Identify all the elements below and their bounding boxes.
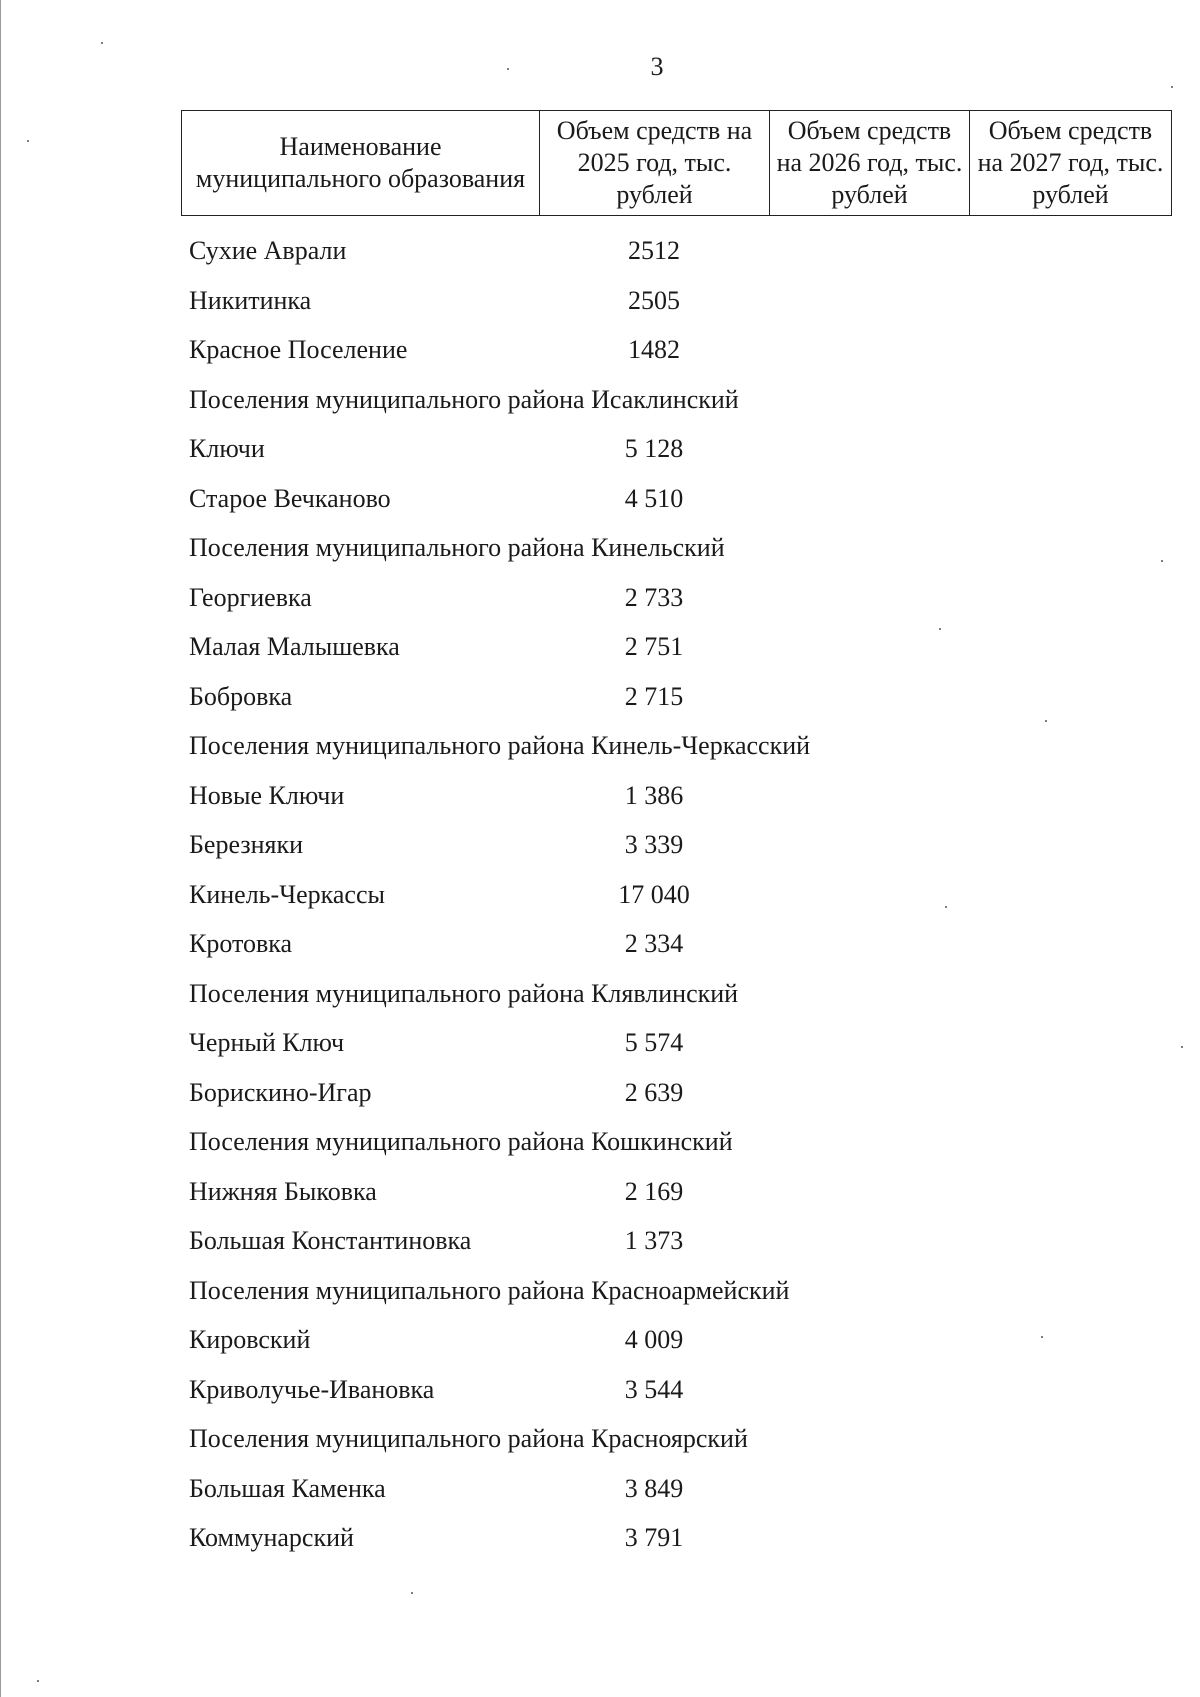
settlement-name: Ключи bbox=[189, 434, 265, 463]
district-group-name: Поселения муниципального района Кинельский bbox=[189, 533, 725, 562]
settlement-name: Красное Поселение bbox=[189, 335, 408, 364]
table-row bbox=[1, 1018, 1200, 1068]
settlement-name: Большая Константиновка bbox=[189, 1226, 472, 1255]
scan-speck bbox=[1171, 86, 1173, 88]
funds-2025-value: 4 510 bbox=[624, 483, 684, 513]
group-heading-row bbox=[1, 969, 1200, 1019]
scan-speck bbox=[101, 42, 103, 44]
district-group-name: Поселения муниципального района Клявлинский bbox=[189, 978, 739, 1008]
settlement-name: Криволучье-Ивановка bbox=[189, 1374, 435, 1404]
funds-2025-value: 3 544 bbox=[624, 1374, 684, 1404]
table-header bbox=[181, 110, 1172, 216]
settlement-name: Нижняя Быковка bbox=[189, 1176, 377, 1206]
table-row bbox=[1, 226, 1200, 276]
settlement-name: Кировский bbox=[189, 1325, 311, 1354]
funds-2025-value: 2 169 bbox=[624, 1176, 684, 1206]
table-row bbox=[1, 474, 1200, 524]
table-row bbox=[1, 672, 1200, 722]
scan-speck bbox=[1161, 560, 1163, 562]
funds-2025-value: 1482 bbox=[628, 335, 680, 364]
header-funds-2026: Объем средств на 2026 год, тыс. рублей bbox=[770, 111, 970, 216]
funds-2025-value: 1 386 bbox=[624, 780, 684, 810]
group-heading-row bbox=[1, 375, 1200, 425]
table-row bbox=[1, 771, 1200, 821]
settlement-name: Большая Каменка bbox=[189, 1473, 386, 1503]
settlement-name: Кротовка bbox=[189, 929, 293, 958]
district-group-name: Поселения муниципального района Красноармейский bbox=[189, 1275, 790, 1305]
settlement-name: Черный Ключ bbox=[189, 1028, 345, 1057]
settlement-name: Березняки bbox=[189, 830, 304, 859]
header-municipality-name: Наименование муниципального образования bbox=[182, 111, 540, 216]
table-row bbox=[1, 325, 1200, 375]
table-row bbox=[1, 1464, 1200, 1514]
table-row bbox=[1, 622, 1200, 672]
scan-speck bbox=[1181, 1046, 1183, 1048]
group-heading-row bbox=[1, 523, 1200, 573]
group-heading-row bbox=[1, 1266, 1200, 1316]
table-row bbox=[1, 820, 1200, 870]
settlement-name: Коммунарский bbox=[189, 1523, 354, 1552]
funds-2025-value: 2 639 bbox=[624, 1077, 684, 1107]
funds-2025-value: 2512 bbox=[628, 236, 680, 265]
funds-2025-value: 3 339 bbox=[624, 830, 684, 859]
district-group-name: Поселения муниципального района Кинель-Черкасский bbox=[189, 731, 811, 760]
table-row bbox=[1, 424, 1200, 474]
table-row bbox=[1, 1365, 1200, 1415]
settlement-name: Кинель-Черкассы bbox=[189, 879, 385, 909]
settlement-name: Новые Ключи bbox=[189, 780, 345, 810]
funds-2025-value: 3 791 bbox=[624, 1523, 684, 1552]
scan-speck bbox=[37, 1680, 39, 1682]
settlement-name: Никитинка bbox=[189, 285, 312, 315]
scan-speck bbox=[507, 68, 509, 70]
table-row bbox=[1, 1068, 1200, 1118]
scan-speck bbox=[939, 628, 941, 630]
scan-speck bbox=[27, 140, 29, 142]
header-funds-2025: Объем средств на 2025 год, тыс. рублей bbox=[540, 111, 770, 216]
table-row bbox=[1, 1315, 1200, 1365]
table-row bbox=[1, 1513, 1200, 1563]
funds-2025-value: 17 040 bbox=[618, 879, 690, 909]
table-row bbox=[1, 276, 1200, 326]
settlement-name: Сухие Аврали bbox=[189, 236, 347, 265]
settlement-name: Малая Малышевка bbox=[189, 632, 400, 661]
funds-2025-value: 2505 bbox=[628, 285, 680, 315]
scan-speck bbox=[1041, 1336, 1043, 1338]
district-group-name: Поселения муниципального района Исаклинский bbox=[189, 384, 739, 414]
funds-2025-value: 2 751 bbox=[624, 632, 684, 661]
group-heading-row bbox=[1, 1117, 1200, 1167]
settlement-name: Бобровка bbox=[189, 681, 293, 711]
funds-2025-value: 3 849 bbox=[624, 1473, 684, 1503]
funds-2025-value: 4 009 bbox=[624, 1325, 684, 1354]
table-row bbox=[1, 1167, 1200, 1217]
group-heading-row bbox=[1, 1414, 1200, 1464]
table-row bbox=[1, 919, 1200, 969]
page-number: 3 bbox=[650, 52, 664, 81]
settlement-name: Георгиевка bbox=[189, 582, 312, 612]
funds-2025-value: 5 574 bbox=[624, 1028, 684, 1057]
funds-2025-value: 5 128 bbox=[624, 434, 684, 463]
table-row bbox=[1, 1216, 1200, 1266]
funds-2025-value: 2 733 bbox=[624, 582, 684, 612]
scan-speck bbox=[411, 1592, 413, 1594]
settlement-name: Борискино-Игар bbox=[189, 1077, 372, 1107]
table-row bbox=[1, 573, 1200, 623]
district-group-name: Поселения муниципального района Кошкинский bbox=[189, 1127, 733, 1156]
funds-2025-value: 1 373 bbox=[624, 1226, 684, 1255]
funds-2025-value: 2 715 bbox=[624, 681, 684, 711]
header-funds-2027: Объем средств на 2027 год, тыс. рублей bbox=[970, 111, 1172, 216]
table-row bbox=[1, 870, 1200, 920]
table-body bbox=[1, 226, 1200, 1563]
funds-2025-value: 2 334 bbox=[624, 929, 684, 958]
settlement-name: Старое Вечканово bbox=[189, 483, 391, 513]
group-heading-row bbox=[1, 721, 1200, 771]
district-group-name: Поселения муниципального района Красноярский bbox=[189, 1424, 748, 1453]
scan-speck bbox=[945, 906, 947, 908]
scan-speck bbox=[1045, 720, 1047, 722]
